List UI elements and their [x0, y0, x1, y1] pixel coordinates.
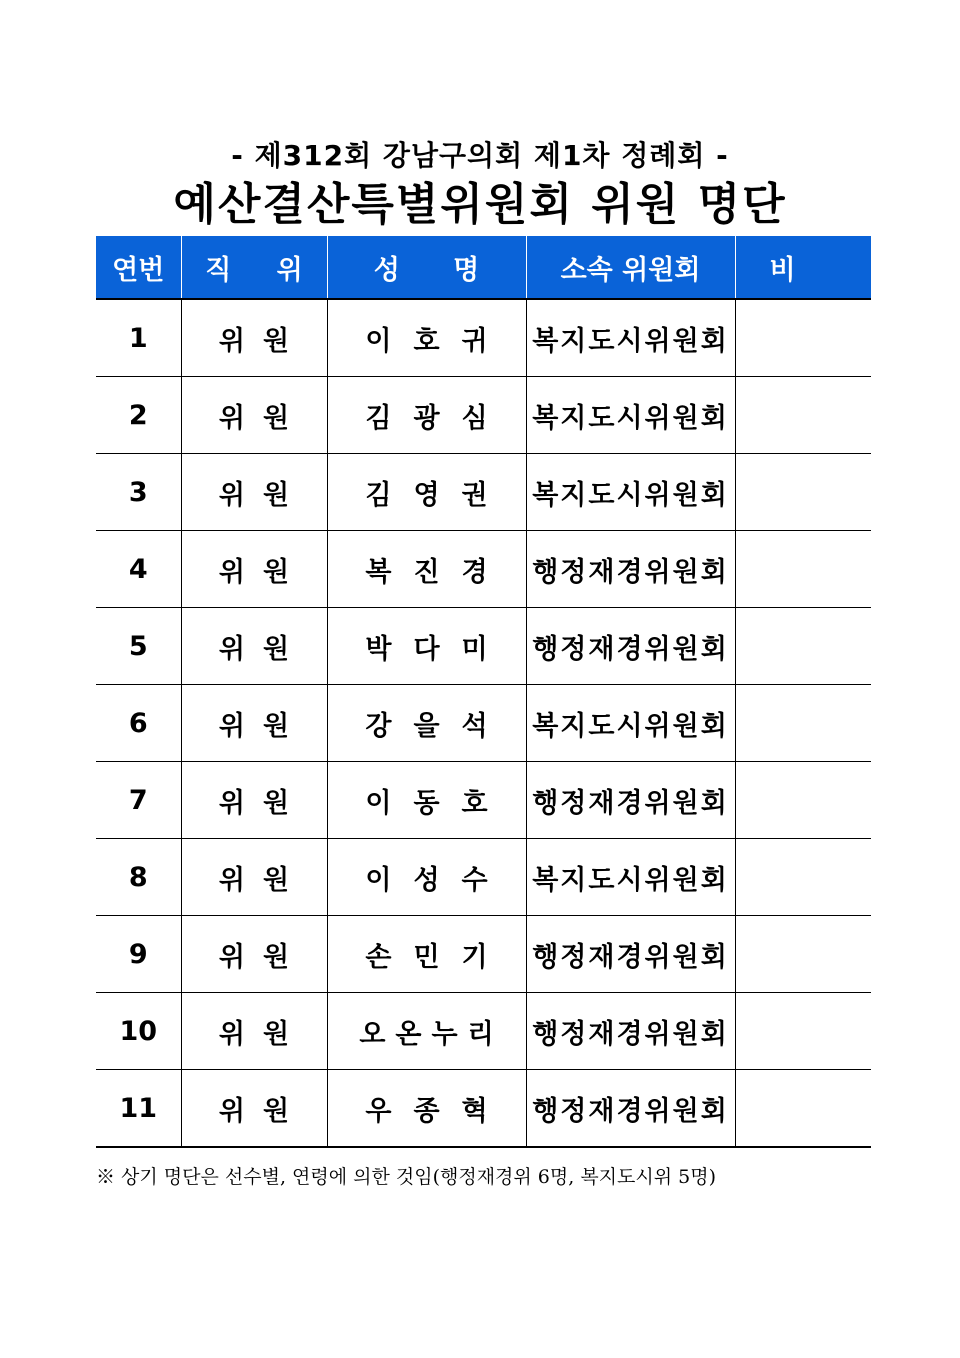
- table-row: [96, 454, 871, 531]
- row-name: 이호귀: [327, 299, 526, 377]
- row-committee: 행정재경위원회: [526, 916, 735, 993]
- table-row: [96, 993, 871, 1070]
- column-header-remarks: 비 고: [735, 236, 871, 299]
- table-row: [96, 1070, 871, 1148]
- row-remarks: [735, 608, 871, 685]
- row-committee: 복지도시위원회: [526, 299, 735, 377]
- table-row: [96, 685, 871, 762]
- row-number: 7: [96, 762, 181, 839]
- column-header-position: 직 위: [181, 236, 327, 299]
- row-position: 위원: [181, 916, 327, 993]
- row-position: 위원: [181, 454, 327, 531]
- table-row: [96, 839, 871, 916]
- row-committee: 행정재경위원회: [526, 1070, 735, 1148]
- table-row: [96, 916, 871, 993]
- row-number: 5: [96, 608, 181, 685]
- row-remarks: [735, 454, 871, 531]
- table-row: [96, 377, 871, 454]
- row-position: 위원: [181, 762, 327, 839]
- row-committee: 행정재경위원회: [526, 531, 735, 608]
- row-name: 이동호: [327, 762, 526, 839]
- column-header-name: 성 명: [327, 236, 526, 299]
- row-name: 복진경: [327, 531, 526, 608]
- row-remarks: [735, 685, 871, 762]
- row-remarks: [735, 299, 871, 377]
- column-header-committee: 소속 위원회: [526, 236, 735, 299]
- row-committee: 행정재경위원회: [526, 608, 735, 685]
- footnote: ※ 상기 명단은 선수별, 연령에 의한 것임(행정재경위 6명, 복지도시위 5명): [96, 1166, 716, 1188]
- row-number: 2: [96, 377, 181, 454]
- row-name: 이성수: [327, 839, 526, 916]
- row-remarks: [735, 531, 871, 608]
- row-remarks: [735, 762, 871, 839]
- row-name: 우종혁: [327, 1070, 526, 1148]
- row-committee: 복지도시위원회: [526, 839, 735, 916]
- row-position: 위원: [181, 377, 327, 454]
- row-number: 1: [96, 299, 181, 377]
- row-name: 김광심: [327, 377, 526, 454]
- row-position: 위원: [181, 993, 327, 1070]
- table-row: [96, 762, 871, 839]
- row-number: 9: [96, 916, 181, 993]
- table-row: [96, 299, 871, 377]
- row-committee: 행정재경위원회: [526, 762, 735, 839]
- member-roster-table: [96, 236, 934, 1148]
- document-subtitle: - 제312회 강남구의회 제1차 정례회 -: [231, 139, 729, 172]
- row-committee: 복지도시위원회: [526, 377, 735, 454]
- row-number: 10: [96, 993, 181, 1070]
- row-number: 6: [96, 685, 181, 762]
- table-row: [96, 608, 871, 685]
- column-header-number: 연번: [96, 236, 181, 299]
- row-name: 강을석: [327, 685, 526, 762]
- row-committee: 복지도시위원회: [526, 454, 735, 531]
- row-number: 8: [96, 839, 181, 916]
- row-name: 오온누리: [327, 993, 526, 1070]
- row-name: 박다미: [327, 608, 526, 685]
- row-name: 김영권: [327, 454, 526, 531]
- row-remarks: [735, 377, 871, 454]
- document-title: 예산결산특별위원회 위원 명단: [173, 179, 787, 230]
- row-committee: 복지도시위원회: [526, 685, 735, 762]
- row-name: 손민기: [327, 916, 526, 993]
- row-number: 11: [96, 1070, 181, 1148]
- table-row: [96, 531, 871, 608]
- row-position: 위원: [181, 531, 327, 608]
- row-number: 4: [96, 531, 181, 608]
- row-remarks: [735, 839, 871, 916]
- row-remarks: [735, 1070, 871, 1148]
- row-position: 위원: [181, 1070, 327, 1148]
- row-committee: 행정재경위원회: [526, 993, 735, 1070]
- row-position: 위원: [181, 608, 327, 685]
- table-header-row: [96, 236, 871, 299]
- row-position: 위원: [181, 839, 327, 916]
- row-position: 위원: [181, 299, 327, 377]
- row-remarks: [735, 993, 871, 1070]
- row-number: 3: [96, 454, 181, 531]
- row-position: 위원: [181, 685, 327, 762]
- row-remarks: [735, 916, 871, 993]
